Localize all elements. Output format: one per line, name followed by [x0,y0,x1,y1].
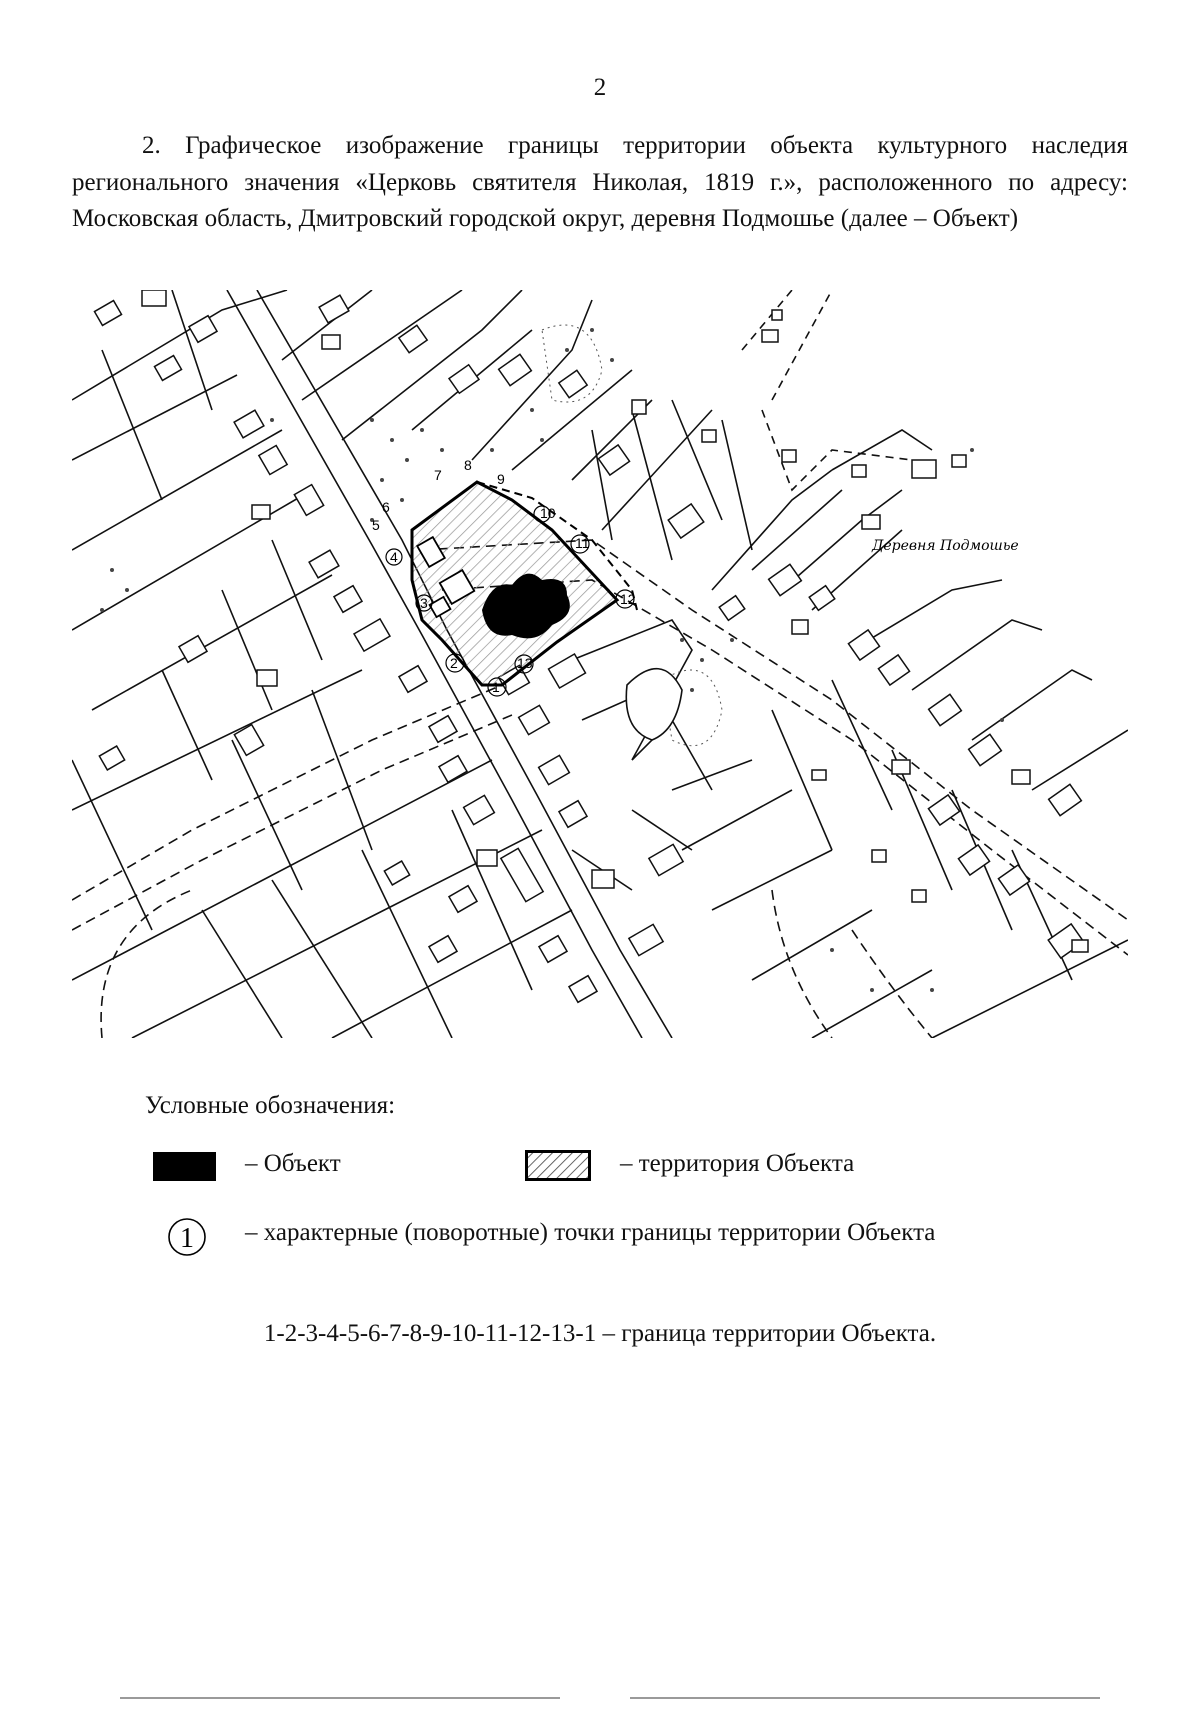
legend-territory-label: – территория Объекта [620,1150,855,1177]
vegetation-dots [100,328,1004,992]
point-9: 9 [497,471,505,487]
footer-line-left [120,1697,560,1699]
legend-point-label: – характерные (поворотные) точки границы территории Объекта [245,1219,936,1246]
point-11: 11 [575,535,590,551]
village-label: Деревня Подмошье [872,538,1019,554]
legend-title: Условные обозначения: [145,1092,396,1119]
point-8: 8 [464,457,472,473]
boundary-point-icon [166,1216,208,1258]
point-5: 5 [372,517,380,533]
point-1: 1 [492,679,500,695]
point-10: 10 [540,505,556,521]
pond-outline [626,669,682,740]
heading-text: 2. Графическое изображение границы территории объекта культурного наследия регионального значения «Церковь святителя Николая, 1819 г.», расположенного по адресу: Московская область, Дмитровский городской округ, деревня Подмошье (далее – Объект) [72,132,1128,232]
point-13: 13 [517,655,533,671]
legend-point-symbol: 1 [180,1223,194,1254]
boundary-sequence: 1-2-3-4-5-6-7-8-9-10-11-12-13-1 – граница территории Объекта. [263,1320,937,1347]
point-3: 3 [420,595,428,611]
footer-line-right [630,1697,1100,1699]
page-number: 2 [593,74,607,101]
legend-territory-swatch [525,1150,591,1181]
point-7: 7 [434,467,442,483]
document-heading [72,128,1128,238]
legend-object-label: – Объект [245,1150,341,1177]
point-2: 2 [450,655,458,671]
cadastral-map [72,290,1128,1038]
legend-object-swatch [153,1152,216,1181]
point-6: 6 [382,499,390,515]
point-4: 4 [390,549,398,565]
parcel-lines [72,290,1128,1038]
point-12: 12 [620,591,636,607]
